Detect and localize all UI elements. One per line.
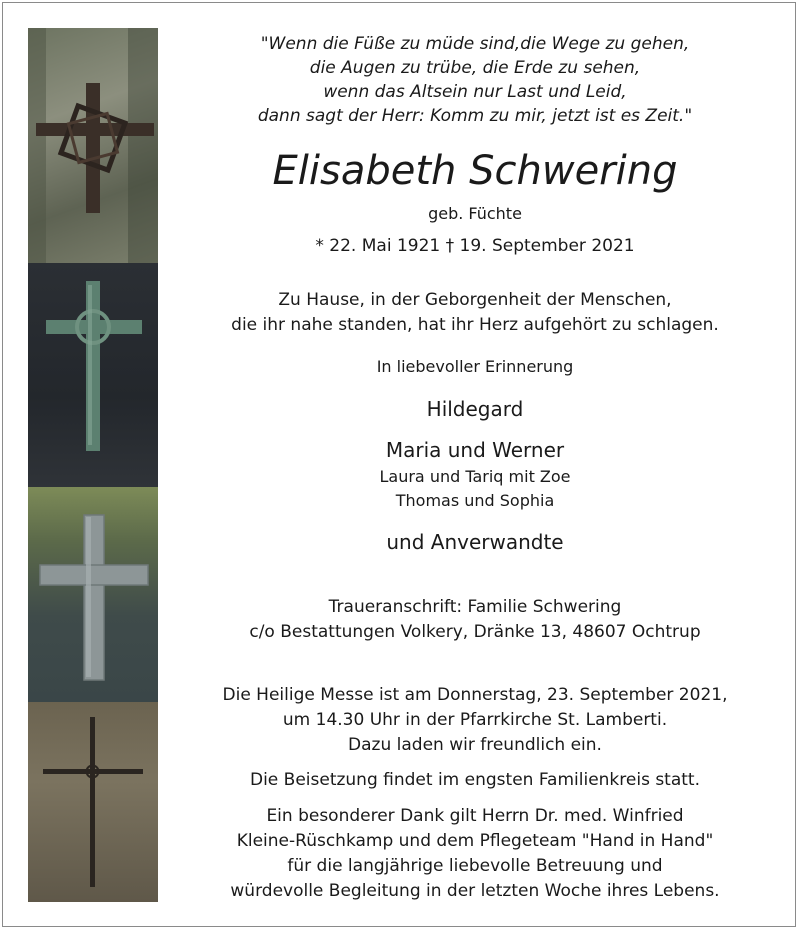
address-line: Traueranschrift: Familie Schwering: [328, 597, 622, 617]
service-line: Dazu laden wir freundlich ein.: [348, 735, 602, 755]
poem-line: dann sagt der Herr: Komm zu mir, jetzt ist es Zeit.": [257, 106, 693, 126]
mourner-second: Maria und Werner: [385, 438, 565, 462]
burial-line: Die Beisetzung findet im engsten Familienkreis statt.: [249, 770, 701, 790]
thanks-line: für die langjährige liebevolle Betreuung und: [287, 856, 663, 876]
poem-line: die Augen zu trübe, die Erde zu sehen,: [309, 58, 641, 78]
poem-line: "Wenn die Füße zu müde sind,die Wege zu gehen,: [260, 34, 690, 54]
life-dates: * 22. Mai 1921 † 19. September 2021: [315, 236, 635, 256]
relatives-line: und Anverwandte: [386, 530, 564, 554]
cross-photo-4: [28, 702, 158, 902]
cross-photo-1: [28, 28, 158, 263]
announcement-line: die ihr nahe standen, hat ihr Herz aufgehört zu schlagen.: [231, 315, 719, 335]
address-line: c/o Bestattungen Volkery, Dränke 13, 48607 Ochtrup: [249, 622, 701, 642]
thanks-line: Ein besonderer Dank gilt Herrn Dr. med. Winfried: [266, 806, 684, 826]
grandchildren-line: Thomas und Sophia: [395, 491, 555, 510]
deceased-name: Elisabeth Schwering: [272, 148, 678, 194]
poem-line: wenn das Altsein nur Last und Leid,: [323, 82, 627, 102]
announcement-line: Zu Hause, in der Geborgenheit der Menschen,: [278, 290, 672, 310]
service-line: um 14.30 Uhr in der Pfarrkirche St. Lamberti.: [282, 710, 668, 730]
mourner-first: Hildegard: [426, 397, 524, 421]
cross-photo-3: [28, 487, 158, 702]
maiden-name: geb. Füchte: [428, 204, 522, 223]
memory-line: In liebevoller Erinnerung: [376, 357, 574, 376]
thanks-line: Kleine-Rüschkamp und dem Pflegeteam "Hand in Hand": [236, 831, 714, 851]
service-line: Die Heilige Messe ist am Donnerstag, 23. September 2021,: [222, 685, 728, 705]
thanks-line: würdevolle Begleitung in der letzten Woche ihres Lebens.: [230, 881, 720, 901]
grandchildren-line: Laura und Tariq mit Zoe: [379, 467, 571, 486]
cross-photo-2: [28, 263, 158, 487]
cross-photo-strip: [28, 28, 158, 902]
